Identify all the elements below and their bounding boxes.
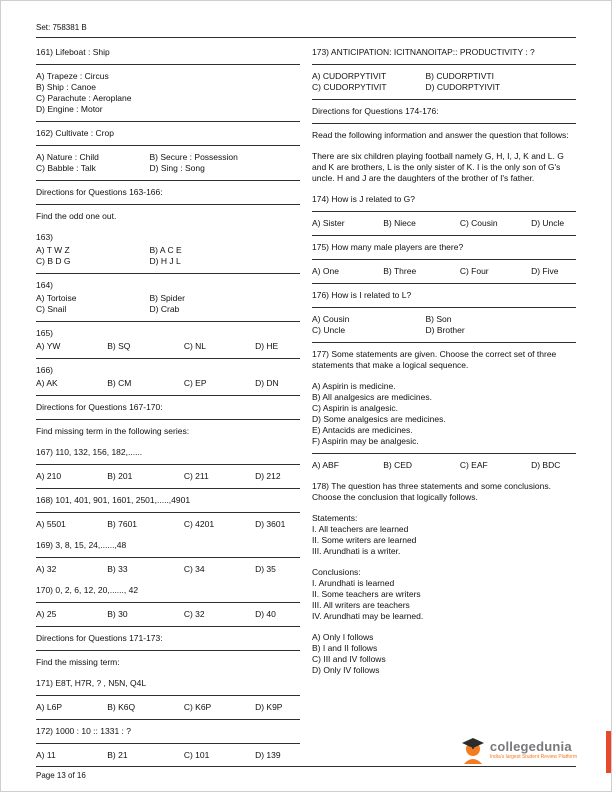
logo-wordmark: collegedunia bbox=[489, 739, 572, 754]
text-line: C) III and IV follows bbox=[312, 654, 386, 664]
answer-option: C) 101 bbox=[183, 750, 210, 760]
text-line: 168) 101, 401, 901, 1601, 2501,.....,4901 bbox=[36, 495, 191, 505]
text-block bbox=[36, 585, 300, 603]
logo-text bbox=[490, 740, 577, 760]
text-block bbox=[312, 381, 576, 454]
answer-option: B) Ship : Canoe bbox=[36, 82, 97, 92]
text-line: IV. Arundhati may be learned. bbox=[312, 611, 424, 621]
answer-option: A) Tortoise bbox=[36, 293, 77, 303]
options-block bbox=[36, 293, 300, 322]
answer-option: D) 40 bbox=[255, 609, 276, 619]
answer-option: C) Babble : Talk bbox=[36, 163, 96, 173]
options-block bbox=[36, 702, 300, 720]
text-block bbox=[36, 402, 300, 420]
text-block bbox=[36, 280, 300, 291]
text-block bbox=[36, 426, 300, 437]
text-line: 164) bbox=[36, 280, 54, 290]
text-block bbox=[36, 47, 300, 65]
answer-option: A) 32 bbox=[36, 564, 57, 574]
answer-option: D) BDC bbox=[531, 460, 561, 470]
answer-option: C) CUDORPYTIVIT bbox=[312, 82, 387, 92]
answer-option: D) 139 bbox=[255, 750, 281, 760]
page-header bbox=[36, 23, 576, 38]
text-line: 174) How is J related to G? bbox=[312, 194, 415, 204]
answer-option: A) ABF bbox=[312, 460, 339, 470]
answer-option: C) Four bbox=[459, 266, 489, 276]
text-line: 170) 0, 2, 6, 12, 20,......, 42 bbox=[36, 585, 139, 595]
text-block bbox=[36, 678, 300, 696]
text-block bbox=[312, 194, 576, 212]
text-line: 171) E8T, H7R, ? , N5N, Q4L bbox=[36, 678, 147, 688]
text-line: Directions for Questions 163-166: bbox=[36, 187, 163, 197]
text-block bbox=[36, 232, 300, 243]
text-line: II. Some teachers are writers bbox=[312, 589, 421, 599]
answer-option: B) 7601 bbox=[107, 519, 138, 529]
collegedunia-logo bbox=[460, 735, 577, 765]
options-block bbox=[312, 218, 576, 236]
text-block bbox=[36, 447, 300, 465]
answer-option: D) HE bbox=[255, 341, 279, 351]
answer-option: C) Parachute : Aeroplane bbox=[36, 93, 132, 103]
text-block bbox=[312, 290, 576, 308]
text-line: B) I and II follows bbox=[312, 643, 378, 653]
answer-option: A) YW bbox=[36, 341, 61, 351]
answer-option: B) Three bbox=[383, 266, 417, 276]
text-line: III. Arundhati is a writer. bbox=[312, 546, 401, 556]
text-line: 173) ANTICIPATION: ICITNANOITAP:: PRODUCTIVITY : ? bbox=[312, 47, 535, 57]
answer-option: C) EP bbox=[183, 378, 207, 388]
paragraph-block bbox=[312, 130, 576, 141]
options-block bbox=[312, 460, 576, 471]
options-block bbox=[36, 341, 300, 359]
answer-option: D) Crab bbox=[149, 304, 180, 314]
text-line: 166) bbox=[36, 365, 54, 375]
text-block bbox=[312, 632, 576, 676]
text-block bbox=[36, 540, 300, 558]
options-block bbox=[36, 152, 300, 181]
answer-option: C) Uncle bbox=[312, 325, 346, 335]
text-line: 175) How many male players are there? bbox=[312, 242, 464, 252]
answer-option: C) EAF bbox=[459, 460, 488, 470]
options-block bbox=[312, 266, 576, 284]
answer-option: D) Brother bbox=[425, 325, 465, 335]
options-block bbox=[36, 609, 300, 627]
text-line: Directions for Questions 167-170: bbox=[36, 402, 163, 412]
answer-option: B) Secure : Possession bbox=[149, 152, 238, 162]
answer-option: C) 211 bbox=[183, 471, 209, 481]
text-block bbox=[36, 211, 300, 222]
options-block bbox=[36, 245, 300, 274]
answer-option: D) Sing : Song bbox=[149, 163, 205, 173]
text-block bbox=[312, 106, 576, 124]
options-block bbox=[36, 750, 300, 761]
answer-option: A) 5501 bbox=[36, 519, 66, 529]
left-column bbox=[36, 47, 300, 763]
text-line: E) Antacids are medicines. bbox=[312, 425, 413, 435]
options-block bbox=[36, 378, 300, 396]
right-column bbox=[312, 47, 576, 763]
answer-option: D) 35 bbox=[255, 564, 276, 574]
answer-option: A) L6P bbox=[36, 702, 62, 712]
text-block bbox=[36, 187, 300, 205]
text-line: 177) Some statements are given. Choose the correct set of three statements that make a logical sequence. bbox=[312, 349, 557, 370]
text-line: 169) 3, 8, 15, 24,......,48 bbox=[36, 540, 127, 550]
answer-option: B) CM bbox=[107, 378, 132, 388]
answer-option: B) 33 bbox=[107, 564, 128, 574]
text-line: A) Aspirin is medicine. bbox=[312, 381, 396, 391]
answer-option: B) 21 bbox=[107, 750, 128, 760]
answer-option: D) CUDORPTYIVIT bbox=[425, 82, 501, 92]
answer-option: D) Uncle bbox=[531, 218, 565, 228]
answer-option: D) Engine : Motor bbox=[36, 104, 103, 114]
answer-option: A) Sister bbox=[312, 218, 345, 228]
text-line: III. All writers are teachers bbox=[312, 600, 410, 610]
page-number-label: Page 13 of 16 bbox=[36, 771, 86, 780]
answer-option: C) 4201 bbox=[183, 519, 215, 529]
options-block bbox=[36, 519, 300, 530]
logo-tagline: India's largest Student Review Platform bbox=[489, 754, 577, 760]
answer-option: B) A C E bbox=[149, 245, 182, 255]
text-block bbox=[312, 242, 576, 260]
text-line: 165) bbox=[36, 328, 54, 338]
text-line: There are six children playing football namely G, H, I, J, K and L. G and K are brothers, L is the only sister of K. I is the only son of G's uncle. H and J are the daughters of the brother of I's father. bbox=[312, 151, 564, 183]
answer-option: D) 3601 bbox=[255, 519, 286, 529]
options-block bbox=[312, 71, 576, 100]
text-block bbox=[312, 47, 576, 65]
text-line: Find the odd one out. bbox=[36, 211, 117, 221]
text-line: 161) Lifeboat : Ship bbox=[36, 47, 110, 57]
text-line: II. Some writers are learned bbox=[312, 535, 417, 545]
answer-option: A) T W Z bbox=[36, 245, 70, 255]
answer-option: C) B D G bbox=[36, 256, 71, 266]
answer-option: A) 210 bbox=[36, 471, 62, 481]
text-line: A) Only I follows bbox=[312, 632, 374, 642]
answer-option: B) CUDORPTIVTI bbox=[425, 71, 494, 81]
text-line: C) Aspirin is analgesic. bbox=[312, 403, 398, 413]
text-line: 176) How is I related to L? bbox=[312, 290, 412, 300]
text-line: Read the following information and answer the question that follows: bbox=[312, 130, 569, 140]
text-line: Find missing term in the following series: bbox=[36, 426, 190, 436]
answer-option: C) Cousin bbox=[459, 218, 498, 228]
footer-rule bbox=[36, 766, 576, 767]
text-line: 178) The question has three statements and some conclusions. Choose the conclusion that logically follows. bbox=[312, 481, 551, 502]
answer-option: B) K6Q bbox=[107, 702, 136, 712]
answer-option: A) 11 bbox=[36, 750, 56, 760]
content-area bbox=[36, 47, 576, 763]
paragraph-block bbox=[312, 349, 576, 371]
answer-option: D) DN bbox=[255, 378, 279, 388]
answer-option: A) Cousin bbox=[312, 314, 350, 324]
text-line: B) All analgesics are medicines. bbox=[312, 392, 433, 402]
answer-option: B) SQ bbox=[107, 341, 131, 351]
answer-option: D) 212 bbox=[255, 471, 281, 481]
answer-option: D) H J L bbox=[149, 256, 181, 266]
answer-option: D) Five bbox=[531, 266, 559, 276]
text-block bbox=[36, 328, 300, 339]
paragraph-block bbox=[312, 481, 576, 503]
answer-option: A) One bbox=[312, 266, 339, 276]
text-line: D) Some analgesics are medicines. bbox=[312, 414, 446, 424]
answer-option: B) Son bbox=[425, 314, 452, 324]
options-block bbox=[36, 471, 300, 489]
text-line: Directions for Questions 171-173: bbox=[36, 633, 163, 643]
answer-option: C) Snail bbox=[36, 304, 67, 314]
text-block bbox=[36, 726, 300, 744]
text-block bbox=[36, 657, 300, 668]
answer-option: A) 25 bbox=[36, 609, 57, 619]
answer-option: C) 34 bbox=[183, 564, 205, 574]
answer-option: D) K9P bbox=[255, 702, 283, 712]
answer-option: B) 201 bbox=[107, 471, 133, 481]
text-line: I. Arundhati is learned bbox=[312, 578, 395, 588]
answer-option: C) NL bbox=[183, 341, 207, 351]
text-block bbox=[36, 495, 300, 513]
text-line: Directions for Questions 174-176: bbox=[312, 106, 439, 116]
text-block bbox=[36, 365, 300, 376]
text-line: 167) 110, 132, 156, 182,...... bbox=[36, 447, 143, 457]
text-line: Conclusions: bbox=[312, 567, 361, 577]
text-block bbox=[36, 633, 300, 651]
text-line: Find the missing term: bbox=[36, 657, 120, 667]
answer-option: B) Spider bbox=[149, 293, 185, 303]
answer-option: B) CED bbox=[383, 460, 413, 470]
answer-option: C) 32 bbox=[183, 609, 205, 619]
set-label: Set: 758381 B bbox=[36, 23, 87, 32]
options-block bbox=[36, 564, 300, 575]
text-line: F) Aspirin may be analgesic. bbox=[312, 436, 419, 446]
page-footer bbox=[36, 766, 576, 781]
answer-option: A) Trapeze : Circus bbox=[36, 71, 109, 81]
graduate-mascot-icon bbox=[460, 735, 486, 765]
text-line: 163) bbox=[36, 232, 54, 242]
edge-accent-bar bbox=[606, 731, 611, 773]
text-block bbox=[312, 567, 576, 622]
answer-option: A) AK bbox=[36, 378, 58, 388]
text-line: 162) Cultivate : Crop bbox=[36, 128, 114, 138]
answer-option: B) 30 bbox=[107, 609, 128, 619]
answer-option: A) CUDORPYTIVIT bbox=[312, 71, 387, 81]
answer-option: B) Niece bbox=[383, 218, 416, 228]
header-rule bbox=[36, 37, 576, 38]
answer-option: C) K6P bbox=[183, 702, 212, 712]
text-line: 172) 1000 : 10 :: 1331 : ? bbox=[36, 726, 131, 736]
text-block bbox=[312, 513, 576, 557]
options-block bbox=[312, 314, 576, 343]
options-block bbox=[36, 71, 300, 122]
text-line: Statements: bbox=[312, 513, 358, 523]
text-line: I. All teachers are learned bbox=[312, 524, 409, 534]
text-block bbox=[36, 128, 300, 146]
paragraph-block bbox=[312, 151, 576, 184]
answer-option: A) Nature : Child bbox=[36, 152, 99, 162]
text-line: D) Only IV follows bbox=[312, 665, 380, 675]
